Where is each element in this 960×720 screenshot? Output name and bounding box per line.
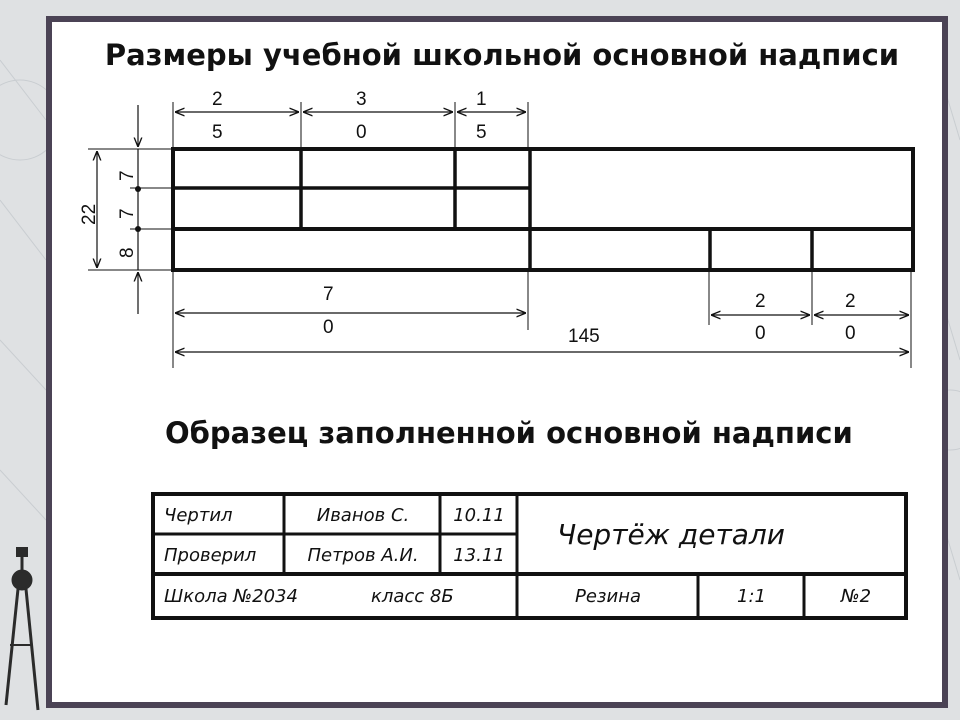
- sample-title-block: [151, 492, 908, 620]
- dim-label-22: 22: [79, 203, 100, 225]
- dim-label-70-a: 7: [323, 284, 334, 305]
- dim-label-7b: 7: [117, 208, 138, 219]
- compass-icon: [0, 545, 46, 720]
- dim-label-145: 145: [568, 326, 600, 347]
- scale: 1:1: [737, 585, 766, 607]
- dim-label-30-b: 0: [356, 122, 367, 143]
- dim-label-20b-a: 2: [845, 291, 856, 312]
- school: Школа №2034: [164, 585, 298, 607]
- dim-dot: [135, 226, 141, 232]
- dim-label-8: 8: [117, 247, 138, 258]
- dim-label-25-b: 5: [212, 122, 223, 143]
- title-block-outline: [173, 149, 913, 270]
- class: класс 8Б: [371, 585, 454, 607]
- material: Резина: [575, 585, 641, 607]
- dim-label-15-b: 5: [476, 122, 487, 143]
- role-drawn: Чертил: [164, 504, 233, 526]
- dim-label-7a: 7: [117, 170, 138, 181]
- role-checked: Проверил: [164, 544, 257, 566]
- dim-label-25-a: 2: [212, 89, 223, 110]
- sheet-number: №2: [840, 585, 872, 607]
- dimensions-title: Размеры учебной школьной основной надписи: [104, 38, 900, 72]
- name-checked: Петров А.И.: [307, 544, 419, 566]
- date-checked: 13.11: [453, 544, 505, 566]
- dim-label-30-a: 3: [356, 89, 367, 110]
- drawing-title: Чертёж детали: [557, 517, 786, 551]
- date-drawn: 10.11: [453, 504, 505, 526]
- dim-label-20a-b: 0: [755, 323, 766, 344]
- dim-label-15-a: 1: [476, 89, 487, 110]
- dim-label-70-b: 0: [323, 317, 334, 338]
- dim-dot: [135, 186, 141, 192]
- dim-label-20b-b: 0: [845, 323, 856, 344]
- sample-title: Образец заполненной основной надписи: [165, 416, 853, 450]
- name-drawn: Иванов С.: [316, 504, 410, 526]
- dim-label-20a-a: 2: [755, 291, 766, 312]
